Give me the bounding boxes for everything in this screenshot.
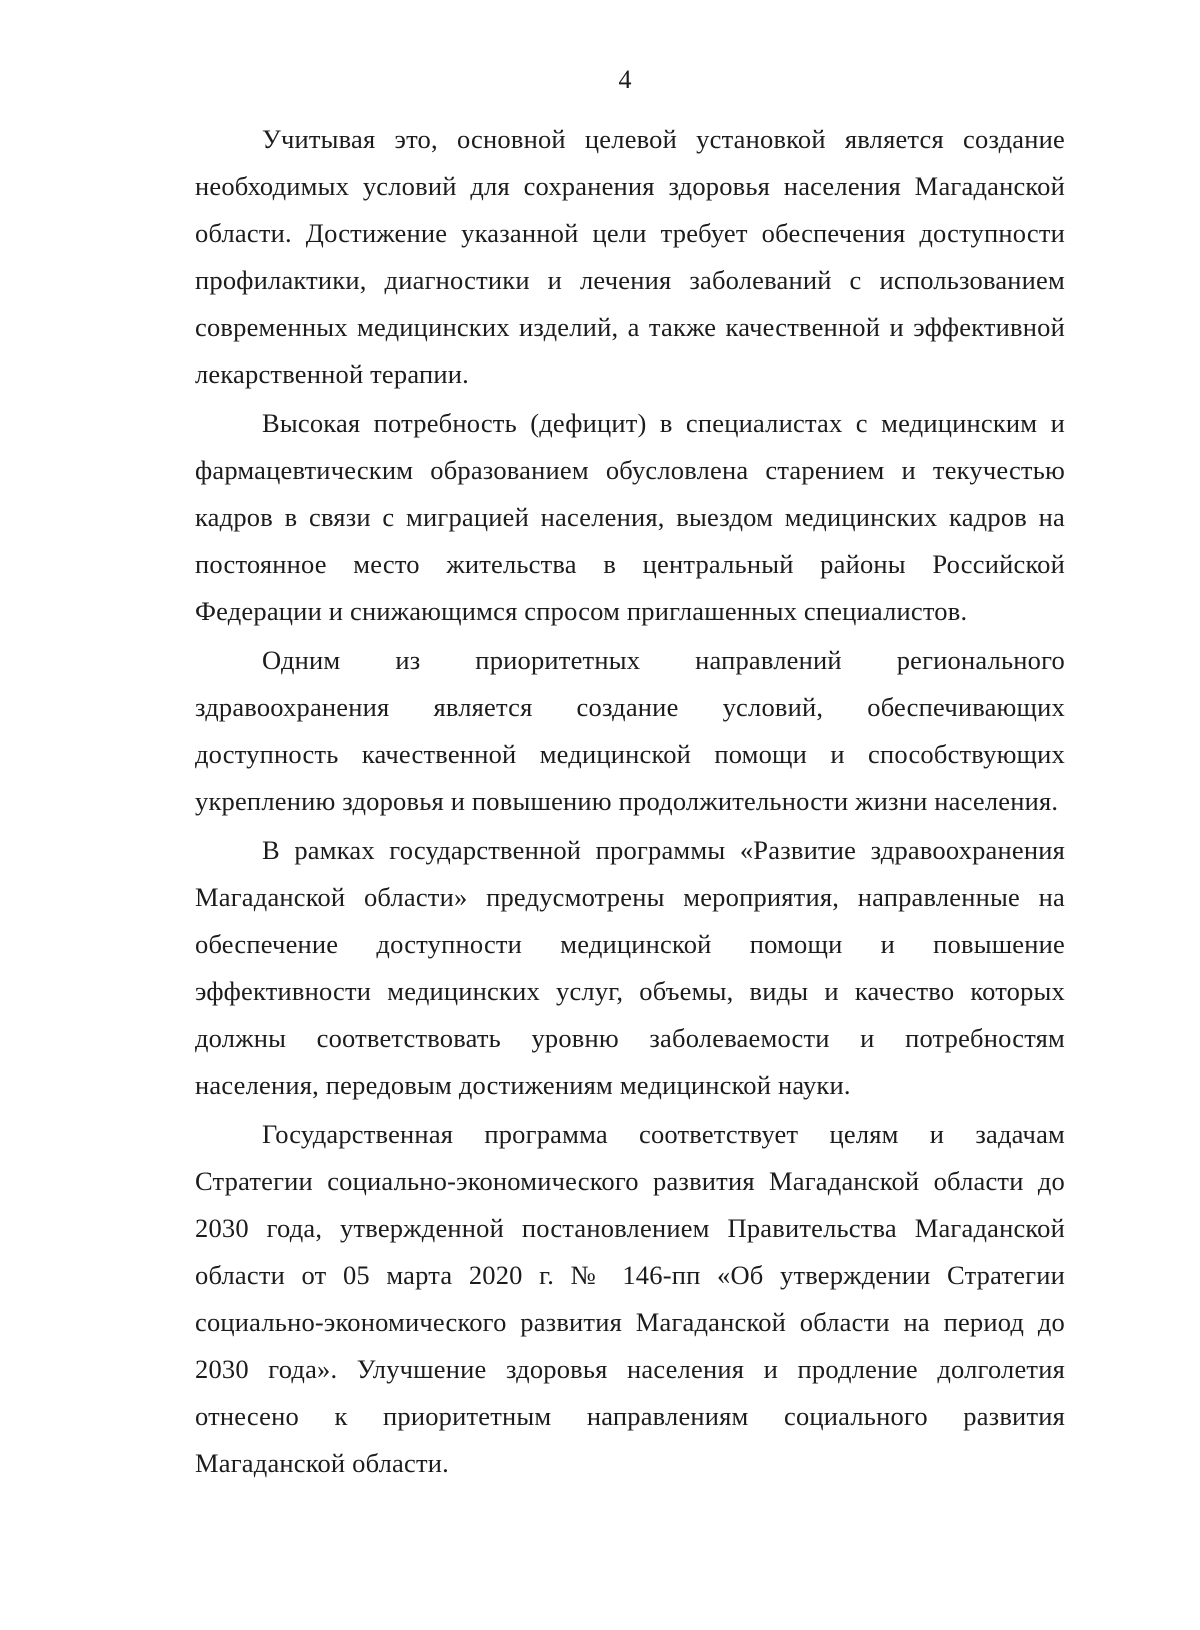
body-text <box>195 116 1065 1487</box>
paragraph-strategy-compliance: Государственная программа соответствует целям и задачам Стратегии социально-экономического развития Магаданской области до 2030 года, утвержденной постановлением Правительства Магаданской области от 05 марта 2020 г. № 146-пп «Об утверждении Стратегии социально-экономического развития Магаданской области на период до 2030 года». Улучшение здоровья населения и продление долголетия отнесено к приоритетным направлениям социального развития Магаданской области. <box>195 1119 1065 1478</box>
paragraph-priority-direction: Одним из приоритетных направлений регионального здравоохранения является создание условий, обеспечивающих доступность качественной медицинской помощи и способствующих укреплению здоровья и повышению продолжительности жизни населения. <box>195 645 1065 816</box>
page-number: 4 <box>618 65 632 94</box>
paragraph-health-goal: Учитывая это, основной целевой установкой является создание необходимых условий для сохранения здоровья населения Магаданской области. Достижение указанной цели требует обеспечения доступности профилактики, диагностики и лечения заболеваний с использованием современных медицинских изделий, а также качественной и эффективной лекарственной терапии. <box>195 124 1065 389</box>
paragraph-state-program: В рамках государственной программы «Развитие здравоохранения Магаданской области» предусмотрены мероприятия, направленные на обеспечение доступности медицинской помощи и повышение эффективности медицинских услуг, объемы, виды и качество которых должны соответствовать уровню заболеваемости и потребностям населения, передовым достижениям медицинской науки. <box>195 835 1065 1100</box>
paragraph-staff-shortage: Высокая потребность (дефицит) в специалистах с медицинским и фармацевтическим образованием обусловлена старением и текучестью кадров в связи с миграцией населения, выездом медицинских кадров на постоянное место жительства в центральный районы Российской Федерации и снижающимся спросом приглашенных специалистов. <box>195 408 1065 626</box>
